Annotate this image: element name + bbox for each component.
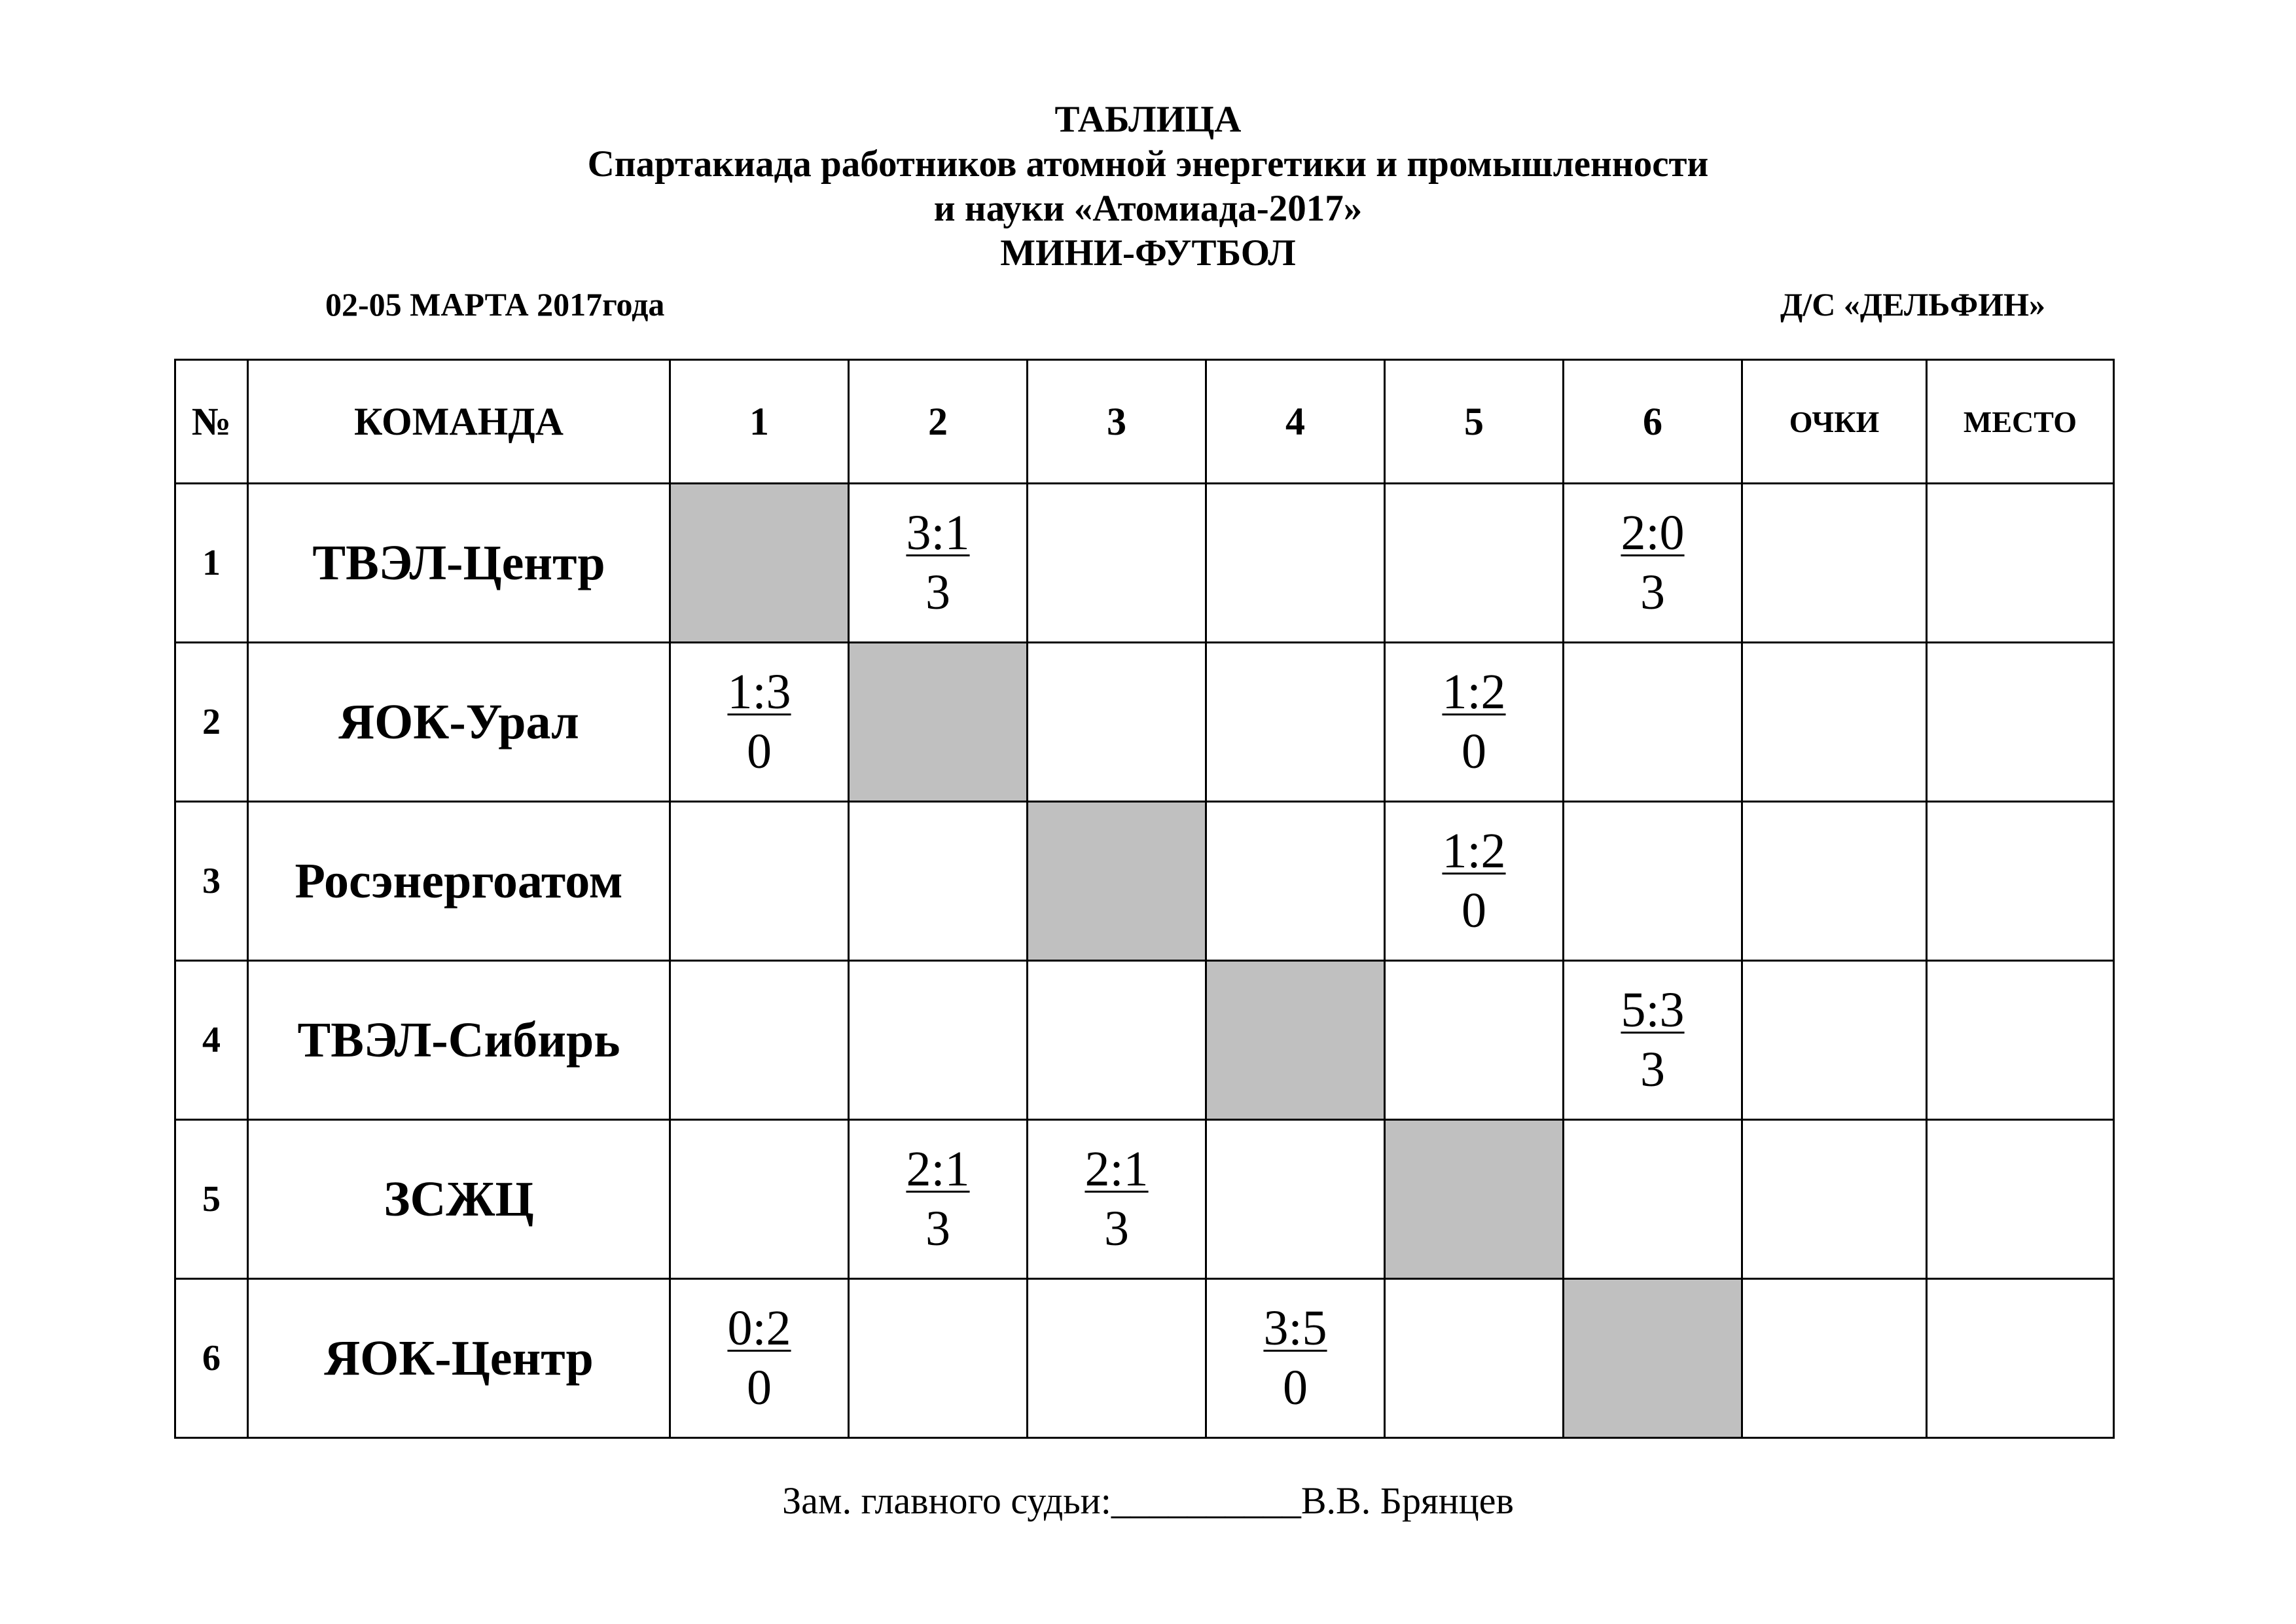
empty-result-cell xyxy=(1385,484,1564,643)
self-match-cell xyxy=(1206,961,1385,1120)
match-score-value: 2:1 xyxy=(1085,1142,1149,1197)
match-score-value: 1:3 xyxy=(727,664,791,719)
match-score xyxy=(1564,981,1741,1039)
match-score-value: 1:2 xyxy=(1442,664,1506,719)
team-name: ТВЭЛ-Сибирь xyxy=(248,961,670,1120)
table-row xyxy=(175,643,2114,802)
empty-result-cell xyxy=(1206,643,1385,802)
place-cell xyxy=(1927,1120,2114,1279)
team-number: 1 xyxy=(175,484,248,643)
match-result-cell xyxy=(1028,1120,1206,1279)
referee-signature: Зам. главного судьи:__________В.В. Брянцев xyxy=(782,1479,1514,1522)
event-name-line2: и науки «Атомиада-2017» xyxy=(933,188,1363,229)
match-score-value: 3:5 xyxy=(1263,1301,1327,1356)
match-score xyxy=(850,1140,1026,1199)
empty-result-cell xyxy=(1028,643,1206,802)
table-row xyxy=(175,802,2114,961)
place-cell xyxy=(1927,1279,2114,1438)
self-match-cell xyxy=(1564,1279,1742,1438)
total-points-cell xyxy=(1742,643,1927,802)
place-cell xyxy=(1927,802,2114,961)
column-header-opponent-1: 1 xyxy=(670,360,849,484)
table-row xyxy=(175,1120,2114,1279)
event-dates: 02-05 МАРТА 2017года xyxy=(325,286,665,323)
team-name: ЗСЖЦ xyxy=(248,1120,670,1279)
match-points: 3 xyxy=(1104,1201,1129,1256)
match-score-value: 5:3 xyxy=(1621,983,1685,1038)
team-number: 5 xyxy=(175,1120,248,1279)
empty-result-cell xyxy=(1564,802,1742,961)
empty-result-cell xyxy=(1206,484,1385,643)
match-result-cell xyxy=(1385,643,1564,802)
match-result-cell xyxy=(1206,1279,1385,1438)
match-score xyxy=(671,1299,848,1358)
column-header-opponent-4: 4 xyxy=(1206,360,1385,484)
empty-result-cell xyxy=(1028,484,1206,643)
match-result-cell xyxy=(849,1120,1028,1279)
match-points: 3 xyxy=(925,1201,950,1256)
match-score-value: 0:2 xyxy=(727,1301,791,1356)
empty-result-cell xyxy=(670,961,849,1120)
empty-result-cell xyxy=(1564,1120,1742,1279)
match-score xyxy=(1386,662,1562,721)
sport-name: МИНИ-ФУТБОЛ xyxy=(1000,232,1296,274)
column-header-place: МЕСТО xyxy=(1927,360,2114,484)
match-points: 0 xyxy=(747,724,772,779)
empty-result-cell xyxy=(1028,1279,1206,1438)
team-number: 3 xyxy=(175,802,248,961)
empty-result-cell xyxy=(670,1120,849,1279)
team-number: 6 xyxy=(175,1279,248,1438)
match-result-cell xyxy=(670,1279,849,1438)
team-name: Росэнергоатом xyxy=(248,802,670,961)
match-score-value: 2:1 xyxy=(906,1142,970,1197)
header-row xyxy=(175,360,2114,484)
event-venue: Д/С «ДЕЛЬФИН» xyxy=(1780,286,2046,323)
standings-body xyxy=(175,484,2114,1438)
team-number: 2 xyxy=(175,643,248,802)
empty-result-cell xyxy=(1385,1279,1564,1438)
match-score-value: 3:1 xyxy=(906,505,970,560)
self-match-cell xyxy=(670,484,849,643)
match-result-cell xyxy=(1385,802,1564,961)
empty-result-cell xyxy=(1564,643,1742,802)
match-points: 3 xyxy=(1640,565,1665,620)
total-points-cell xyxy=(1742,1279,1927,1438)
self-match-cell xyxy=(1028,802,1206,961)
empty-result-cell xyxy=(1206,1120,1385,1279)
match-result-cell xyxy=(1564,484,1742,643)
match-score-value: 1:2 xyxy=(1442,823,1506,878)
match-points: 0 xyxy=(747,1360,772,1415)
team-name: ЯОК-Урал xyxy=(248,643,670,802)
match-score xyxy=(850,503,1026,562)
team-name: ТВЭЛ-Центр xyxy=(248,484,670,643)
empty-result-cell xyxy=(849,802,1028,961)
document-title: ТАБЛИЦА xyxy=(1054,99,1242,140)
empty-result-cell xyxy=(1385,961,1564,1120)
self-match-cell xyxy=(1385,1120,1564,1279)
place-cell xyxy=(1927,961,2114,1120)
place-cell xyxy=(1927,484,2114,643)
match-score xyxy=(671,662,848,721)
match-points: 0 xyxy=(1283,1360,1308,1415)
column-header-opponent-3: 3 xyxy=(1028,360,1206,484)
self-match-cell xyxy=(849,643,1028,802)
column-header-opponent-5: 5 xyxy=(1385,360,1564,484)
column-header-number: № xyxy=(175,360,248,484)
match-points: 0 xyxy=(1462,883,1486,938)
empty-result-cell xyxy=(1028,961,1206,1120)
column-header-team: КОМАНДА xyxy=(248,360,670,484)
column-header-opponent-6: 6 xyxy=(1564,360,1742,484)
column-header-points: ОЧКИ xyxy=(1742,360,1927,484)
match-score-value: 2:0 xyxy=(1621,505,1685,560)
empty-result-cell xyxy=(849,1279,1028,1438)
empty-result-cell xyxy=(670,802,849,961)
column-header-opponent-2: 2 xyxy=(849,360,1028,484)
match-points: 0 xyxy=(1462,724,1486,779)
match-score xyxy=(1564,503,1741,562)
match-score xyxy=(1028,1140,1205,1199)
total-points-cell xyxy=(1742,1120,1927,1279)
match-points: 3 xyxy=(1640,1042,1665,1097)
total-points-cell xyxy=(1742,802,1927,961)
empty-result-cell xyxy=(849,961,1028,1120)
table-row xyxy=(175,484,2114,643)
match-points: 3 xyxy=(925,565,950,620)
match-result-cell xyxy=(670,643,849,802)
event-name-line1: Спартакиада работников атомной энергетики и промышленности xyxy=(587,143,1709,185)
table-row xyxy=(175,961,2114,1120)
team-number: 4 xyxy=(175,961,248,1120)
match-score xyxy=(1386,821,1562,880)
match-score xyxy=(1207,1299,1384,1358)
place-cell xyxy=(1927,643,2114,802)
total-points-cell xyxy=(1742,484,1927,643)
empty-result-cell xyxy=(1206,802,1385,961)
team-name: ЯОК-Центр xyxy=(248,1279,670,1438)
match-result-cell xyxy=(849,484,1028,643)
standings-table xyxy=(174,359,2115,1439)
table-row xyxy=(175,1279,2114,1438)
total-points-cell xyxy=(1742,961,1927,1120)
match-result-cell xyxy=(1564,961,1742,1120)
